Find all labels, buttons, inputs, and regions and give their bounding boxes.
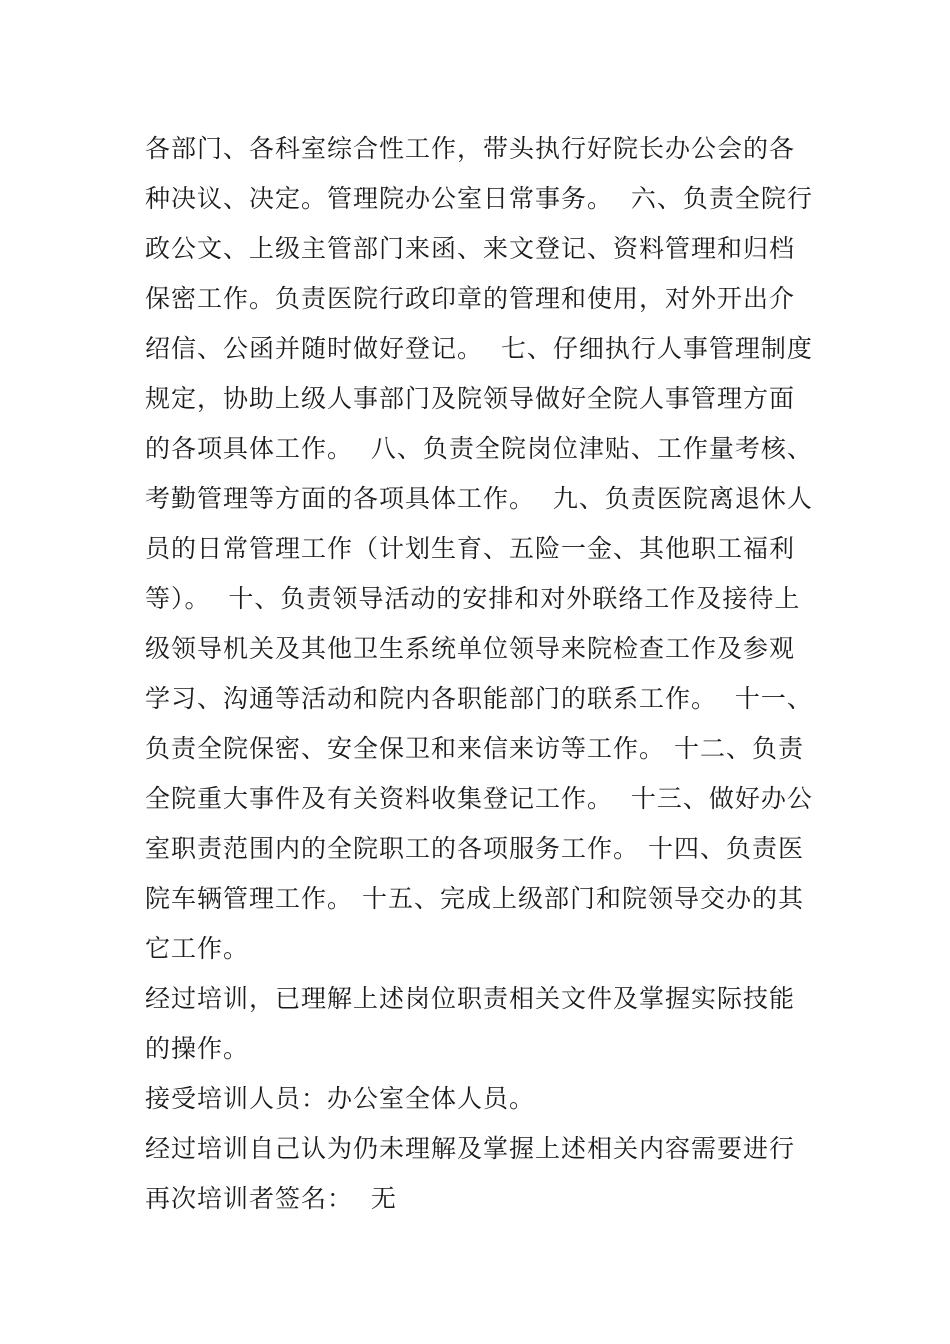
training-statement-line: 经过培训，已理解上述岗位职责相关文件及掌握实际技能 bbox=[145, 984, 796, 1013]
text-line: 它工作。 bbox=[145, 934, 250, 963]
text-line: 的各项具体工作。 八、负责全院岗位津贴、工作量考核、 bbox=[145, 434, 813, 463]
text-line: 各部门、各科室综合性工作，带头执行好院长办公会的各 bbox=[145, 134, 796, 163]
text-line: 学习、沟通等活动和院内各职能部门的联系工作。 十一、 bbox=[145, 684, 813, 713]
retraining-line: 经过培训自己认为仍未理解及掌握上述相关内容需要进行 bbox=[145, 1134, 796, 1163]
text-line: 员的日常管理工作（计划生育、五险一金、其他职工福利 bbox=[145, 534, 796, 563]
document-body bbox=[145, 124, 815, 1224]
signature-line: 再次培训者签名： 无 bbox=[145, 1184, 397, 1213]
text-line: 等）。 十、负责领导活动的安排和对外联络工作及接待上 bbox=[145, 584, 801, 613]
text-line: 考勤管理等方面的各项具体工作。 九、负责医院离退休人 bbox=[145, 484, 813, 513]
text-line: 负责全院保密、安全保卫和来信来访等工作。 十二、负责 bbox=[145, 734, 804, 763]
text-line: 室职责范围内的全院职工的各项服务工作。 十四、负责医 bbox=[145, 834, 804, 863]
text-line: 规定，协助上级人事部门及院领导做好全院人事管理方面 bbox=[145, 384, 796, 413]
text-line: 全院重大事件及有关资料收集登记工作。 十三、做好办公 bbox=[145, 784, 813, 813]
text-line: 种决议、决定。管理院办公室日常事务。 六、负责全院行 bbox=[145, 184, 813, 213]
text-line: 政公文、上级主管部门来函、来文登记、资料管理和归档 bbox=[145, 234, 796, 263]
text-line: 保密工作。负责医院行政印章的管理和使用，对外开出介 bbox=[145, 284, 796, 313]
text-line: 绍信、公函并随时做好登记。 七、仔细执行人事管理制度 bbox=[145, 334, 813, 363]
text-line: 院车辆管理工作。 十五、完成上级部门和院领导交办的其 bbox=[145, 884, 804, 913]
text-line: 级领导机关及其他卫生系统单位领导来院检查工作及参观 bbox=[145, 634, 796, 663]
trainees-line: 接受培训人员：办公室全体人员。 bbox=[145, 1084, 536, 1113]
training-statement-line: 的操作。 bbox=[145, 1034, 250, 1063]
